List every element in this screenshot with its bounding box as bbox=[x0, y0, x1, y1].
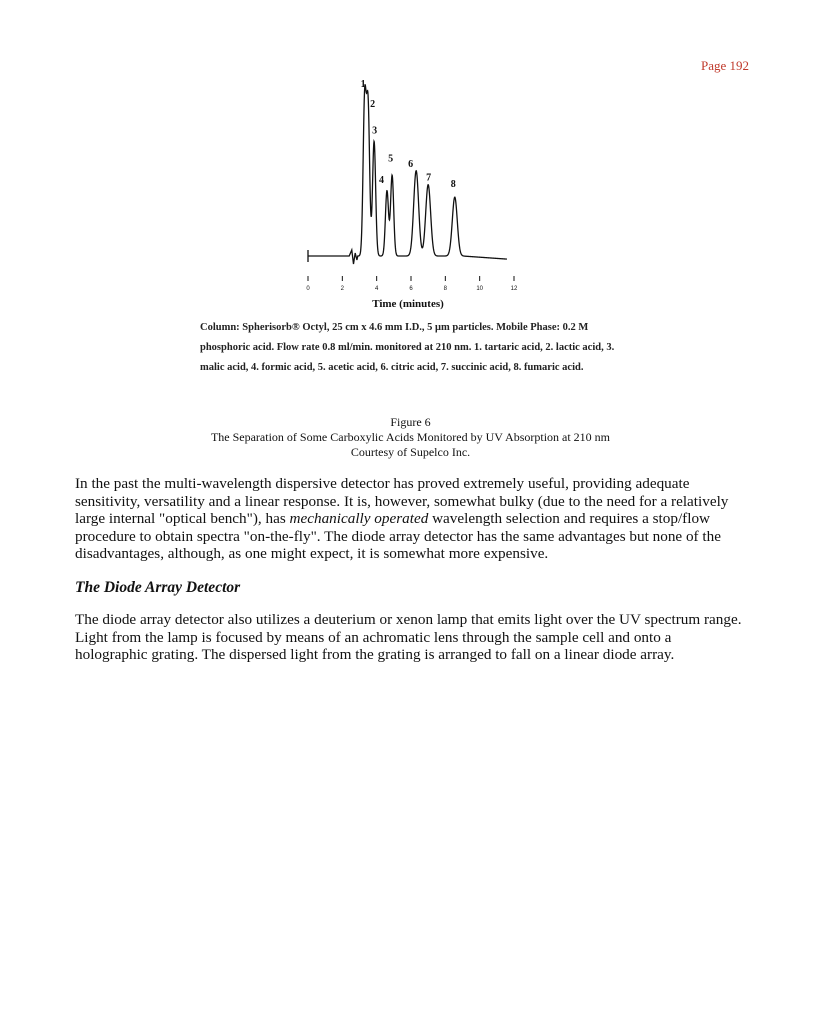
x-tick-label-6: 6 bbox=[409, 286, 413, 292]
x-tick-label-8: 8 bbox=[443, 286, 448, 292]
figure-title: The Separation of Some Carboxylic Acids Monitored by UV Absorption at 210 nm bbox=[210, 430, 611, 444]
peak-label-2: 2 bbox=[370, 98, 376, 110]
peak-label-6: 6 bbox=[408, 158, 414, 170]
figure-caption-details: Column: Spherisorb® Octyl, 25 cm x 4.6 mm I.D., 5 μm particles. Mobile Phase: 0.2 M phosphoric acid. Flow rate 0.8 ml/min. monitored at 210 nm. 1. tartaric acid, 2. lactic acid, 3. malic acid, 4. formic acid, 5. acetic acid, 6. citric acid, 7. succinic acid, 8. fumaric acid. bbox=[200, 322, 615, 373]
chromatogram-chart bbox=[298, 79, 538, 313]
x-tick-label-4: 4 bbox=[374, 286, 379, 292]
peak-label-4: 4 bbox=[378, 174, 384, 186]
peak-label-7: 7 bbox=[426, 172, 432, 184]
peak-label-1: 1 bbox=[360, 79, 366, 90]
paragraph-2-text: The diode array detector also utilizes a deuterium or xenon lamp that emits light over the UV spectrum range. Light from the lamp is focused by means of an achromatic lens through the sample cell and onto a holographic grating. The dispersed light from the grating is arranged to fall on a linear diode array. bbox=[75, 611, 742, 664]
x-tick-label-2: 2 bbox=[340, 286, 345, 292]
paragraph-1-part-2: wavelength selection and requires a stop/flow procedure to obtain spectra "on-the-fly". The diode array detector has the same advantages but none of the disadvantages, although, as one might expect, it is somewhat more expensive. bbox=[75, 510, 721, 563]
peak-label-8: 8 bbox=[450, 179, 456, 191]
x-tick-label-12: 12 bbox=[510, 286, 518, 292]
x-axis-title: Time (minutes) bbox=[372, 298, 444, 310]
paragraph-1-emphasis: mechanically operated bbox=[289, 510, 429, 528]
paragraph-dispersive-detector bbox=[75, 475, 747, 563]
figure-label: Figure 6 bbox=[390, 415, 431, 429]
figure-credit: Courtesy of Supelco Inc. bbox=[350, 445, 471, 459]
peak-label-3: 3 bbox=[372, 125, 378, 137]
x-tick-label-0: 0 bbox=[306, 286, 310, 292]
section-heading: The Diode Array Detector bbox=[75, 579, 241, 596]
figure-caption bbox=[0, 415, 821, 460]
peak-label-5: 5 bbox=[388, 153, 394, 165]
x-tick-label-10: 10 bbox=[476, 286, 484, 292]
chromatogram-trace bbox=[308, 85, 507, 264]
page-number: Page 192 bbox=[700, 58, 749, 73]
paragraph-1-part-1: In the past the multi-wavelength dispersive detector has proved extremely useful, providing adequate sensitivity, versatility and a linear response. It is, however, somewhat bulky (due to the need for a relatively large internal "optical bench"), has bbox=[75, 475, 729, 528]
paragraph-diode-array bbox=[75, 611, 747, 664]
